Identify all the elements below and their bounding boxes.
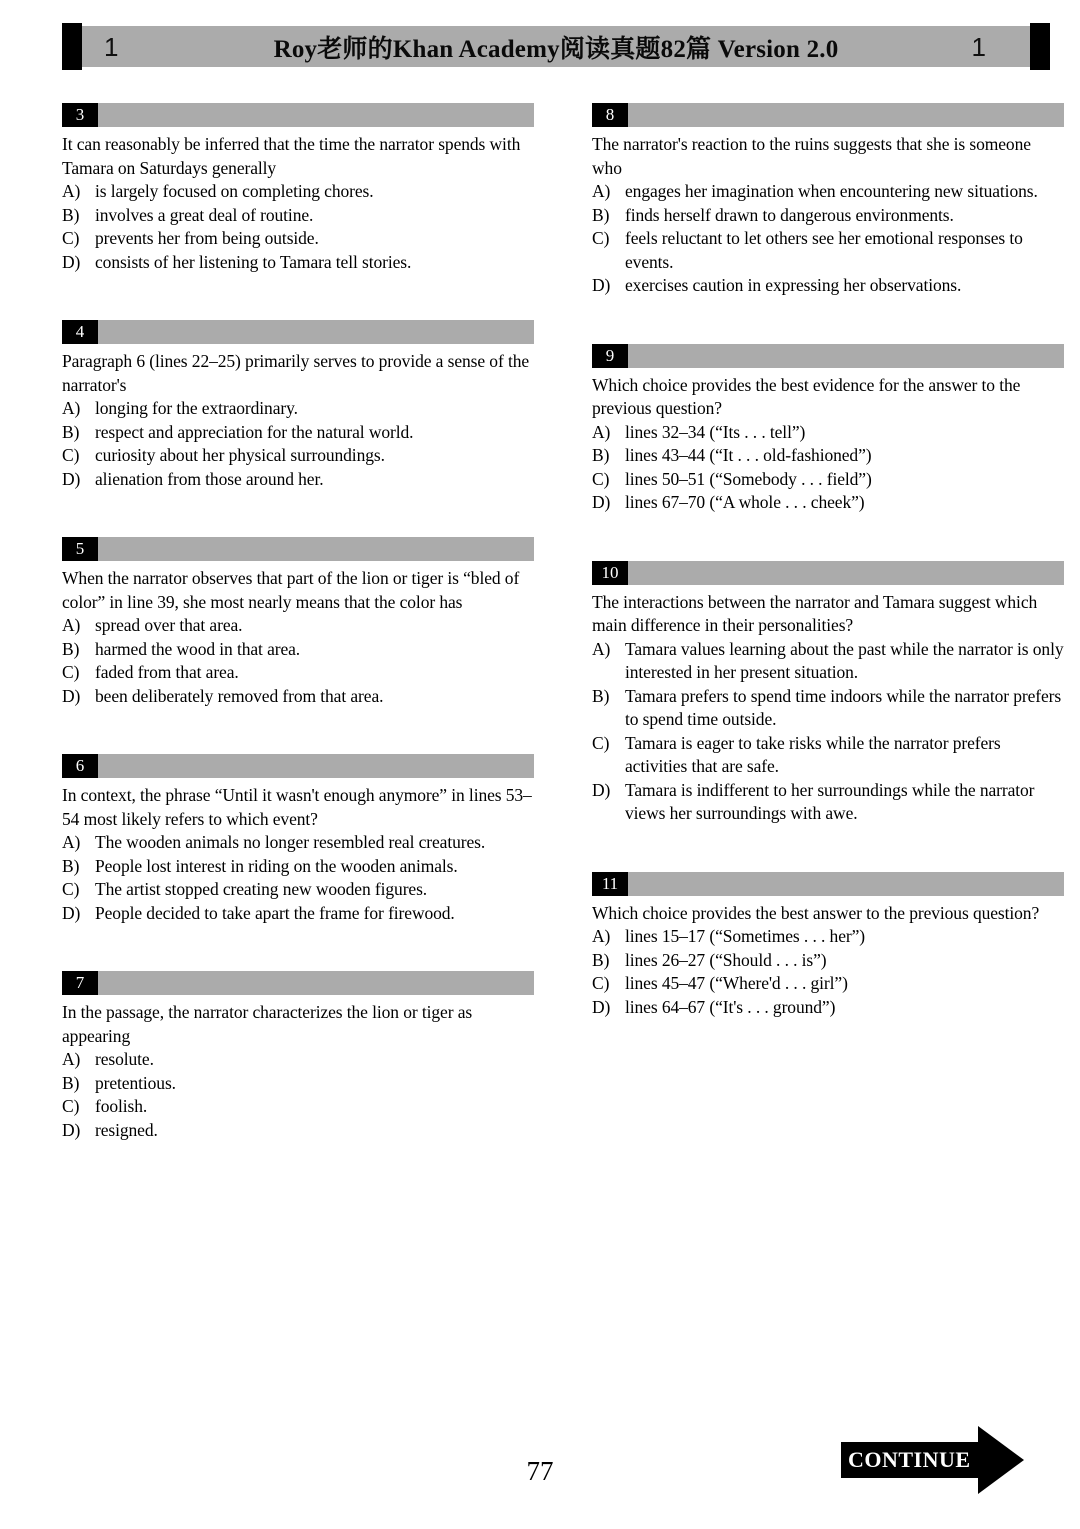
question-6 bbox=[62, 754, 534, 925]
question-9 bbox=[592, 344, 1064, 515]
question-6-choice-b bbox=[62, 855, 534, 879]
choice-label: C) bbox=[592, 468, 610, 489]
choice-text: lines 43–44 (“It . . . old-fashioned”) bbox=[625, 445, 872, 465]
question-7-stem: In the passage, the narrator characterizes the lion or tiger as appearing bbox=[62, 1002, 473, 1046]
question-7-choice-d bbox=[62, 1119, 534, 1143]
choice-label: B) bbox=[62, 421, 80, 442]
question-9-choice-c bbox=[592, 468, 1064, 492]
choice-text: The artist stopped creating new wooden figures. bbox=[95, 879, 428, 899]
question-7-choice-b bbox=[62, 1072, 534, 1096]
continue-label: CONTINUE bbox=[841, 1442, 978, 1478]
question-5-stem: When the narrator observes that part of the lion or tiger is “bled of color” in line 39, she most nearly means that the color has bbox=[62, 568, 520, 612]
question-4-choice-d bbox=[62, 468, 534, 492]
choice-text: respect and appreciation for the natural world. bbox=[95, 421, 414, 442]
question-11-number: 11 bbox=[592, 872, 628, 896]
question-7-choice-a bbox=[62, 1048, 534, 1072]
question-5-choice-b bbox=[62, 638, 534, 662]
right-column bbox=[592, 103, 1064, 1065]
question-8-number: 8 bbox=[592, 103, 628, 127]
question-7-number: 7 bbox=[62, 971, 98, 995]
question-9-stem: Which choice provides the best evidence for the answer to the previous question? bbox=[592, 374, 1021, 418]
header-left-corner-block bbox=[62, 23, 82, 70]
question-4-choice-c bbox=[62, 444, 534, 468]
question-8-choice-c bbox=[592, 227, 1064, 274]
question-10-choice-c bbox=[592, 732, 1064, 779]
question-3-header-bar bbox=[62, 103, 534, 127]
question-5-header-bar bbox=[62, 537, 534, 561]
choice-label: B) bbox=[62, 204, 80, 225]
choice-text: People decided to take apart the frame for firewood. bbox=[95, 902, 455, 923]
question-3-stem: It can reasonably be inferred that the time the narrator spends with Tamara on Saturdays generally bbox=[62, 134, 521, 178]
choice-label: A) bbox=[592, 638, 611, 659]
question-4-number: 4 bbox=[62, 320, 98, 344]
choice-text: lines 45–47 (“Where'd . . . girl”) bbox=[625, 973, 848, 993]
choice-label: C) bbox=[62, 445, 80, 465]
question-10-number: 10 bbox=[592, 561, 628, 585]
question-11 bbox=[592, 872, 1064, 1020]
question-4-header-bar bbox=[62, 320, 534, 344]
question-4-choice-a bbox=[62, 397, 534, 421]
choice-label: D) bbox=[62, 251, 81, 272]
choice-label: D) bbox=[592, 275, 611, 295]
question-8-choice-d bbox=[592, 274, 1064, 298]
choice-text: harmed the wood in that area. bbox=[95, 638, 301, 659]
question-6-choice-a bbox=[62, 831, 534, 855]
question-10-choice-d bbox=[592, 779, 1064, 826]
choice-label: A) bbox=[62, 832, 81, 852]
choice-label: B) bbox=[62, 638, 80, 659]
continue-arrow-icon bbox=[978, 1426, 1024, 1494]
question-10-choice-b bbox=[592, 685, 1064, 732]
choice-label: C) bbox=[62, 1096, 80, 1116]
choice-text: lines 67–70 (“A whole . . . cheek”) bbox=[625, 492, 865, 512]
header-bar bbox=[82, 26, 1030, 67]
question-9-number: 9 bbox=[592, 344, 628, 368]
question-5-choice-a bbox=[62, 614, 534, 638]
choice-text: spread over that area. bbox=[95, 615, 243, 635]
question-6-number: 6 bbox=[62, 754, 98, 778]
choice-text: is largely focused on completing chores. bbox=[95, 181, 374, 201]
left-column bbox=[62, 103, 534, 1188]
question-10-stem: The interactions between the narrator and Tamara suggest which main difference in their personalities? bbox=[592, 591, 1038, 635]
choice-label: A) bbox=[62, 1049, 81, 1069]
choice-text: involves a great deal of routine. bbox=[95, 204, 314, 225]
choice-label: A) bbox=[592, 926, 611, 946]
choice-text: been deliberately removed from that area. bbox=[95, 685, 384, 706]
choice-label: D) bbox=[62, 902, 81, 923]
question-10-choice-a bbox=[592, 638, 1064, 685]
question-9-choice-b bbox=[592, 444, 1064, 468]
question-8-choice-b bbox=[592, 204, 1064, 228]
question-5-number: 5 bbox=[62, 537, 98, 561]
question-11-header-bar bbox=[592, 872, 1064, 896]
choice-text: alienation from those around her. bbox=[95, 468, 324, 489]
choice-label: C) bbox=[592, 732, 610, 753]
question-3-number: 3 bbox=[62, 103, 98, 127]
question-8 bbox=[592, 103, 1064, 298]
question-9-choice-d bbox=[592, 491, 1064, 515]
choice-label: A) bbox=[592, 421, 611, 442]
section-number-left: 1 bbox=[104, 31, 119, 62]
choice-label: B) bbox=[592, 445, 610, 465]
question-5 bbox=[62, 537, 534, 708]
choice-text: resigned. bbox=[95, 1119, 158, 1140]
choice-label: C) bbox=[62, 228, 80, 248]
choice-label: A) bbox=[62, 181, 81, 201]
choice-text: feels reluctant to let others see her emotional responses to events. bbox=[625, 228, 1023, 272]
choice-text: lines 64–67 (“It's . . . ground”) bbox=[625, 996, 836, 1017]
section-number-right: 1 bbox=[971, 31, 986, 62]
choice-text: The wooden animals no longer resembled real creatures. bbox=[95, 832, 486, 852]
question-11-choice-d bbox=[592, 996, 1064, 1020]
choice-text: finds herself drawn to dangerous environments. bbox=[625, 204, 954, 225]
question-11-stem: Which choice provides the best answer to the previous question? bbox=[592, 902, 1040, 923]
choice-text: lines 32–34 (“Its . . . tell”) bbox=[625, 421, 806, 442]
choice-text: engages her imagination when encountering new situations. bbox=[625, 181, 1038, 201]
choice-text: Tamara is indifferent to her surroundings while the narrator views her surroundings with awe. bbox=[625, 779, 1035, 823]
choice-label: B) bbox=[592, 949, 610, 970]
choice-text: pretentious. bbox=[95, 1072, 176, 1093]
continue-button bbox=[841, 1426, 1024, 1494]
choice-text: resolute. bbox=[95, 1049, 154, 1069]
choice-text: consists of her listening to Tamara tell stories. bbox=[95, 251, 412, 272]
choice-text: Tamara values learning about the past while the narrator is only interested in her present situation. bbox=[625, 638, 1064, 682]
question-6-stem: In context, the phrase “Until it wasn't enough anymore” in lines 53–54 most likely refers to which event? bbox=[62, 785, 532, 829]
choice-text: faded from that area. bbox=[95, 662, 239, 682]
choice-label: D) bbox=[62, 685, 81, 706]
question-4-stem: Paragraph 6 (lines 22–25) primarily serves to provide a sense of the narrator's bbox=[62, 351, 530, 395]
question-6-header-bar bbox=[62, 754, 534, 778]
choice-label: A) bbox=[592, 181, 611, 201]
choice-label: D) bbox=[592, 779, 611, 800]
question-9-header-bar bbox=[592, 344, 1064, 368]
choice-label: C) bbox=[592, 973, 610, 993]
choice-text: lines 50–51 (“Somebody . . . field”) bbox=[625, 468, 872, 489]
question-6-choice-c bbox=[62, 878, 534, 902]
choice-text: longing for the extraordinary. bbox=[95, 398, 298, 418]
choice-label: C) bbox=[62, 662, 80, 682]
question-11-choice-c bbox=[592, 972, 1064, 996]
choice-text: Tamara is eager to take risks while the narrator prefers activities that are safe. bbox=[625, 732, 1001, 776]
choice-label: C) bbox=[62, 879, 80, 899]
question-8-header-bar bbox=[592, 103, 1064, 127]
question-11-choice-b bbox=[592, 949, 1064, 973]
header-right-corner-block bbox=[1030, 23, 1050, 70]
page-number: 77 bbox=[526, 1456, 554, 1486]
choice-label: D) bbox=[592, 492, 611, 512]
question-6-choice-d bbox=[62, 902, 534, 926]
page-title: Roy老师的Khan Academy阅读真题82篇 Version 2.0 bbox=[273, 35, 839, 63]
choice-text: exercises caution in expressing her observations. bbox=[625, 275, 962, 295]
choice-label: B) bbox=[62, 1072, 80, 1093]
choice-text: Tamara prefers to spend time indoors while the narrator prefers to spend time outside. bbox=[625, 685, 1062, 729]
question-10-header-bar bbox=[592, 561, 1064, 585]
choice-label: A) bbox=[62, 615, 81, 635]
choice-label: B) bbox=[592, 685, 610, 706]
question-4-choice-b bbox=[62, 421, 534, 445]
choice-label: D) bbox=[62, 468, 81, 489]
question-5-choice-c bbox=[62, 661, 534, 685]
choice-label: B) bbox=[62, 855, 80, 876]
choice-text: lines 15–17 (“Sometimes . . . her”) bbox=[625, 926, 865, 946]
question-5-choice-d bbox=[62, 685, 534, 709]
choice-text: prevents her from being outside. bbox=[95, 228, 319, 248]
question-8-choice-a bbox=[592, 180, 1064, 204]
question-11-choice-a bbox=[592, 925, 1064, 949]
choice-text: curiosity about her physical surroundings. bbox=[95, 445, 385, 465]
choice-label: B) bbox=[592, 204, 610, 225]
choice-label: C) bbox=[592, 228, 610, 248]
choice-text: lines 26–27 (“Should . . . is”) bbox=[625, 949, 827, 970]
question-3-choice-d bbox=[62, 251, 534, 275]
question-8-stem: The narrator's reaction to the ruins suggests that she is someone who bbox=[592, 134, 1031, 178]
question-3-choice-a bbox=[62, 180, 534, 204]
question-7 bbox=[62, 971, 534, 1142]
choice-label: D) bbox=[62, 1119, 81, 1140]
question-7-header-bar bbox=[62, 971, 534, 995]
question-3-choice-b bbox=[62, 204, 534, 228]
page-header bbox=[62, 23, 1050, 70]
choice-label: A) bbox=[62, 398, 81, 418]
choice-text: foolish. bbox=[95, 1096, 148, 1116]
question-10 bbox=[592, 561, 1064, 826]
choice-label: D) bbox=[592, 996, 611, 1017]
question-3 bbox=[62, 103, 534, 274]
question-9-choice-a bbox=[592, 421, 1064, 445]
question-7-choice-c bbox=[62, 1095, 534, 1119]
question-3-choice-c bbox=[62, 227, 534, 251]
question-4 bbox=[62, 320, 534, 491]
choice-text: People lost interest in riding on the wooden animals. bbox=[95, 855, 458, 876]
